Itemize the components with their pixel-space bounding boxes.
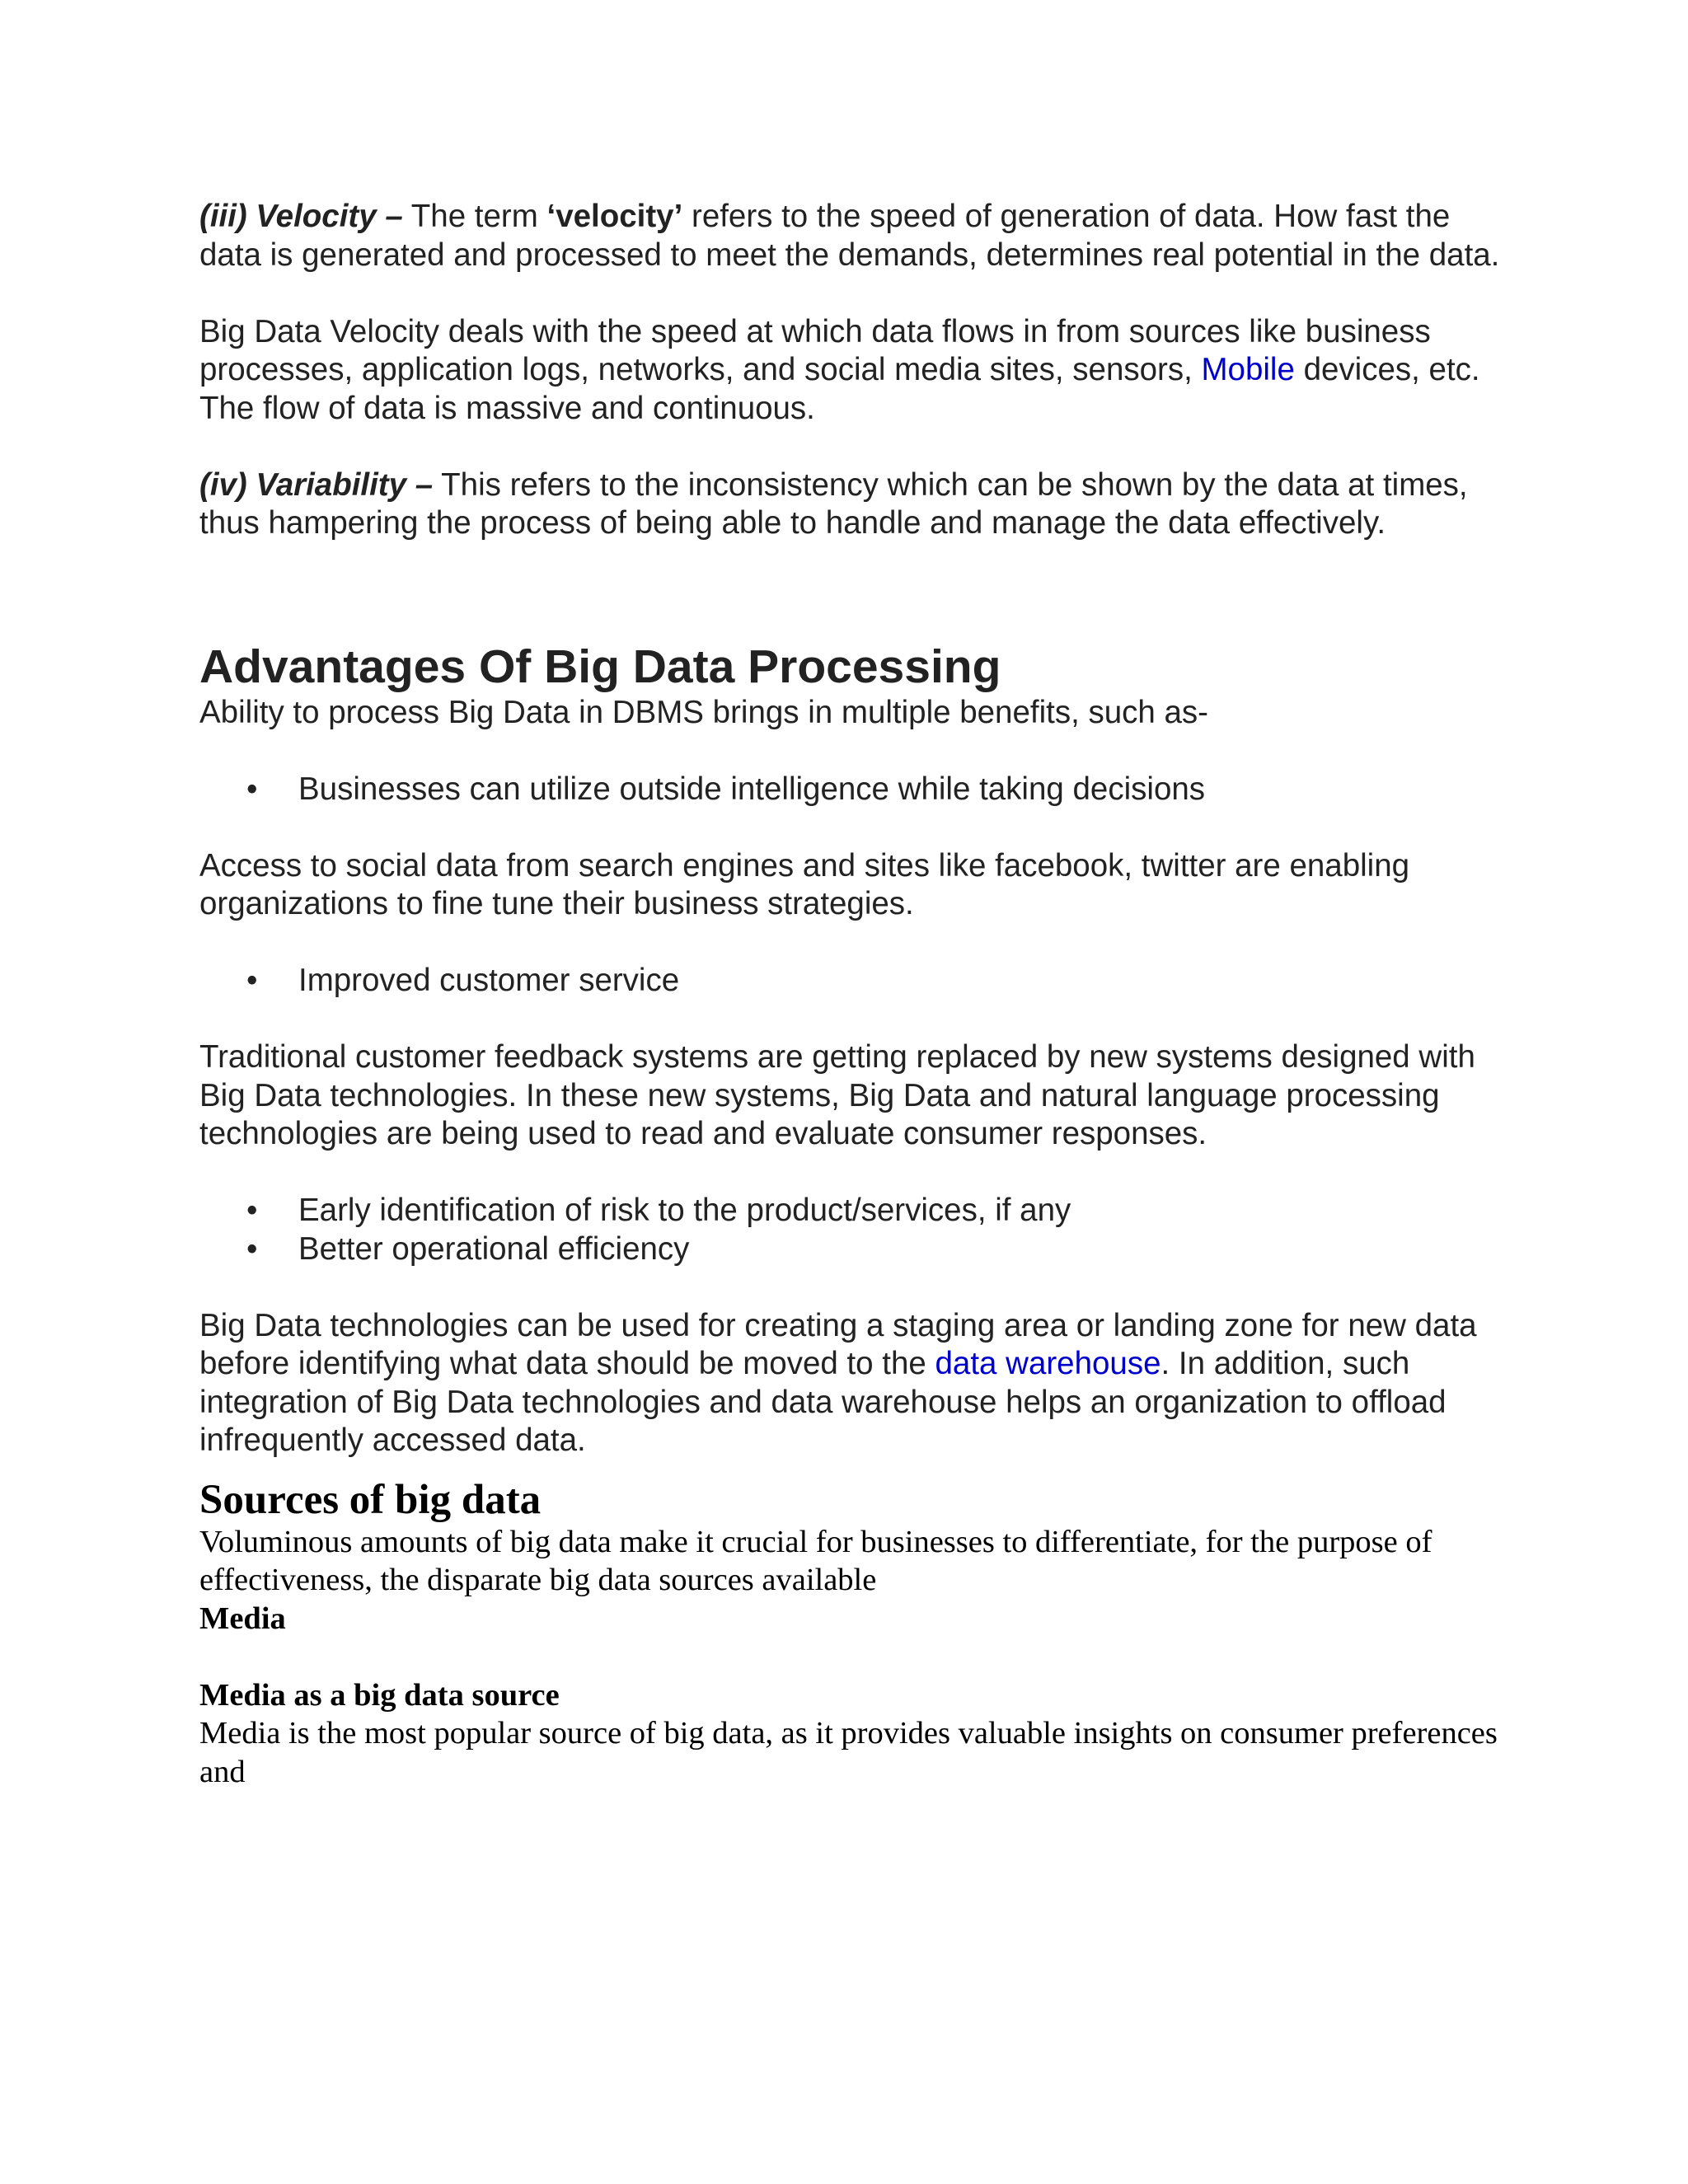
document-page bbox=[199, 198, 1518, 1791]
sources-heading: Sources of big data bbox=[199, 1476, 542, 1523]
media-text: Media is the most popular source of big data, as it provides valuable insights on consumer preferences and bbox=[199, 1716, 1498, 1789]
bullet-icon: • bbox=[246, 771, 258, 807]
advantages-heading: Advantages Of Big Data Processing bbox=[199, 640, 1001, 693]
media-subheading: Media as a big data source bbox=[199, 1677, 560, 1713]
velocity-detail-text-b: devices, etc. The flow of data is massive and continuous. bbox=[199, 352, 1480, 426]
variability-paragraph bbox=[199, 466, 1518, 543]
paragraph-3-text-b: . In addition, such integration of Big Data technologies and data warehouse helps an organization to offload infrequently accessed data. bbox=[199, 1346, 1447, 1458]
velocity-text-b: refers to the speed of generation of data. How fast the data is generated and processed to meet the demands, determines real potential in the data. bbox=[199, 199, 1500, 273]
paragraph-3-text-a: Big Data technologies can be used for creating a staging area or landing zone for new data before identifying what data should be moved to the bbox=[199, 1307, 1477, 1381]
bullet-text: Better operational efficiency bbox=[298, 1230, 690, 1267]
media-label: Media bbox=[199, 1601, 286, 1636]
velocity-term: ‘velocity’ bbox=[546, 199, 683, 234]
bullet-icon: • bbox=[246, 1193, 258, 1228]
velocity-text-a: The term bbox=[402, 199, 547, 234]
velocity-detail-paragraph bbox=[199, 313, 1518, 429]
sources-intro: Voluminous amounts of big data make it crucial for businesses to differentiate, for the purpose of effectiveness, the disparate big data sources available bbox=[199, 1524, 1432, 1597]
advantages-paragraph-2: Traditional customer feedback systems are getting replaced by new systems designed with Big Data technologies. In these new systems, Big Data and natural language processing technologies are being used to read and evaluate consumer responses. bbox=[199, 1039, 1475, 1151]
variability-label: (iv) Variability – bbox=[199, 466, 434, 503]
bullet-list-2 bbox=[199, 962, 1518, 1001]
bullet-text: Improved customer service bbox=[298, 963, 680, 998]
variability-text: This refers to the inconsistency which can be shown by the data at times, thus hampering the process of being able to handle and manage the data effectively. bbox=[199, 466, 1468, 541]
advantages-paragraph-3 bbox=[199, 1307, 1518, 1460]
bullet-text: Early identification of risk to the product/services, if any bbox=[298, 1193, 1071, 1228]
advantages-paragraph-1: Access to social data from search engines and sites like facebook, twitter are enabling organizations to fine tune their business strategies. bbox=[199, 847, 1410, 921]
mobile-link[interactable]: Mobile bbox=[1201, 352, 1295, 387]
velocity-label: (iii) Velocity – bbox=[199, 199, 403, 234]
list-item bbox=[199, 771, 1518, 809]
bullet-icon: • bbox=[246, 963, 258, 998]
list-item bbox=[199, 1192, 1518, 1230]
list-item bbox=[199, 1230, 1518, 1269]
bullet-list-3 bbox=[199, 1192, 1518, 1268]
data-warehouse-link[interactable]: data warehouse bbox=[935, 1346, 1161, 1381]
bullet-text: Businesses can utilize outside intelligence while taking decisions bbox=[298, 771, 1206, 807]
velocity-paragraph bbox=[199, 198, 1518, 274]
advantages-intro: Ability to process Big Data in DBMS brings in multiple benefits, such as- bbox=[199, 694, 1208, 730]
velocity-detail-text-a: Big Data Velocity deals with the speed at which data flows in from sources like business processes, application logs, networks, and social media sites, sensors, bbox=[199, 313, 1431, 387]
bullet-icon: • bbox=[246, 1230, 258, 1267]
bullet-list-1 bbox=[199, 771, 1518, 809]
list-item bbox=[199, 962, 1518, 1001]
